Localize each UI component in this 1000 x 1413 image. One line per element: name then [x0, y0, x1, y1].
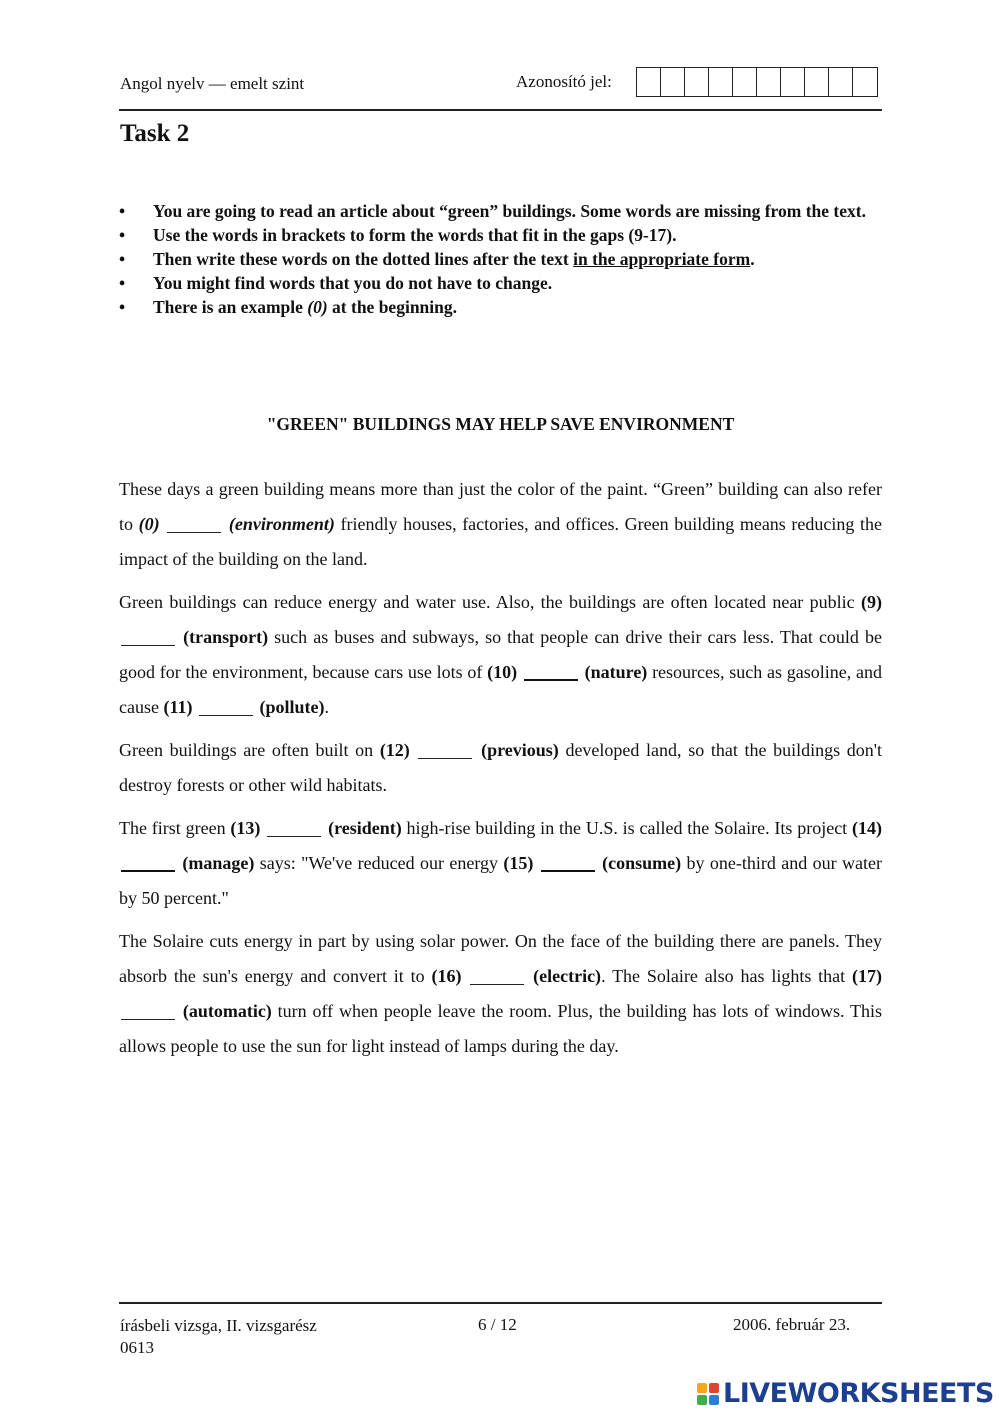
article-title: "GREEN" BUILDINGS MAY HELP SAVE ENVIRONMENT: [266, 414, 735, 434]
gap-cue: (14): [852, 818, 883, 838]
instruction-text: There is an example: [153, 297, 308, 317]
article-text: by one-third and our water by 50 percent.": [119, 853, 883, 908]
article-paragraph: [119, 733, 882, 803]
article-text: The first green: [119, 818, 231, 838]
gap-cue: (16): [431, 966, 462, 986]
gap-cue: (automatic): [182, 1001, 272, 1021]
gap-blank[interactable]: [524, 661, 578, 681]
logo-square: [709, 1383, 719, 1393]
bullet-icon: •: [119, 201, 126, 221]
exam-date: 2006. február 23.: [733, 1315, 851, 1334]
instruction-item: [119, 223, 882, 247]
article-text: such as buses and subways, so that people can drive their cars less. That could be good for the environment, because cars use lots of: [119, 627, 883, 682]
gap-blank[interactable]: [121, 627, 175, 646]
instruction-text: Use the words in brackets to form the words that fit in the gaps (9-17).: [153, 225, 677, 245]
header-exam-name: Angol nyelv — emelt szint: [120, 74, 305, 93]
id-box[interactable]: [661, 68, 685, 96]
gap-blank[interactable]: [541, 852, 595, 872]
gap-cue: (resident): [328, 818, 402, 838]
gap-cue: (12): [379, 740, 410, 760]
gap-blank[interactable]: [121, 852, 175, 872]
article-text: . The Solaire also has lights that: [601, 966, 852, 986]
id-box[interactable]: [637, 68, 661, 96]
gap-blank[interactable]: [167, 514, 221, 533]
liveworksheets-logo-text: LIVEWORKSHEETS: [723, 1378, 994, 1409]
gap-blank[interactable]: [470, 966, 524, 985]
gap-cue: (manage): [182, 853, 255, 873]
bullet-icon: •: [119, 297, 126, 317]
footer-exam-info: [120, 1315, 317, 1359]
gap-cue: (17): [852, 966, 882, 986]
liveworksheets-logo[interactable]: [697, 1378, 994, 1409]
id-box[interactable]: [805, 68, 829, 96]
liveworksheets-logo-icon: [697, 1383, 719, 1405]
instruction-item: [119, 247, 882, 271]
article-text: .: [324, 697, 329, 717]
footer-exam-part: írásbeli vizsga, II. vizsgarész: [120, 1316, 317, 1335]
article-body: [119, 472, 882, 1072]
id-box[interactable]: [757, 68, 781, 96]
gap-blank[interactable]: [267, 818, 321, 837]
gap-blank[interactable]: [199, 697, 253, 716]
gap-cue: (transport): [183, 627, 269, 647]
instruction-item: [119, 295, 882, 319]
article-text: says: "We've reduced our energy: [254, 853, 504, 873]
id-box[interactable]: [829, 68, 853, 96]
logo-square: [709, 1395, 719, 1405]
article-text: resources, such as gasoline, and cause: [119, 662, 882, 717]
article-paragraph: [119, 924, 882, 1064]
logo-square: [697, 1395, 707, 1405]
gap-cue: (consume): [602, 853, 682, 873]
article-text: developed land, so that the buildings don't destroy forests or other wild habitats.: [119, 740, 883, 795]
instruction-text: You are going to read an article about “green” buildings. Some words are missing from the text.: [153, 201, 866, 221]
id-boxes: [636, 67, 878, 97]
id-box[interactable]: [781, 68, 805, 96]
article-paragraph: [119, 585, 882, 725]
id-box[interactable]: [709, 68, 733, 96]
gap-cue: (pollute): [259, 697, 325, 717]
gap-cue: (13): [230, 818, 261, 838]
gap-cue: (0): [138, 514, 160, 534]
gap-blank[interactable]: [121, 1001, 175, 1020]
gap-cue: (11): [163, 697, 193, 717]
gap-cue: (10): [487, 662, 518, 682]
article-text: The Solaire cuts energy in part by using solar power. On the face of the building there are panels. They absorb the sun's energy and convert it to: [119, 931, 882, 986]
article-text: high-rise building in the U.S. is called the Solaire. Its project: [401, 818, 853, 838]
article-text: These days a green building means more than just the color of the paint. “Green” building can also refer to: [119, 479, 882, 534]
article-text: friendly houses, factories, and offices. Green building means reducing the impact of the building on the land.: [119, 514, 883, 569]
instruction-item: [119, 199, 882, 223]
article-paragraph: [119, 472, 882, 577]
page-number: 6 / 12: [478, 1315, 517, 1334]
gap-cue: (9): [861, 592, 882, 612]
footer-exam-code: 0613: [120, 1338, 154, 1357]
gap-blank[interactable]: [418, 740, 472, 759]
bullet-icon: •: [119, 249, 126, 269]
instruction-text: in the appropriate form: [573, 249, 751, 269]
article-text: turn off when people leave the room. Plus, the building has lots of windows. This allows people to use the sun for light instead of lamps during the day.: [119, 1001, 882, 1056]
gap-cue: (electric): [533, 966, 602, 986]
bullet-icon: •: [119, 273, 126, 293]
gap-cue: (nature): [584, 662, 648, 682]
article-paragraph: [119, 811, 882, 916]
id-box[interactable]: [853, 68, 877, 96]
gap-cue: (environment): [228, 514, 335, 534]
header-divider: [119, 109, 882, 111]
instruction-text: at the beginning.: [327, 297, 457, 317]
id-box[interactable]: [685, 68, 709, 96]
instruction-item: [119, 271, 882, 295]
instructions-list: [119, 199, 882, 319]
footer-divider: [119, 1302, 882, 1304]
instruction-text: You might find words that you do not have to change.: [153, 273, 553, 293]
gap-cue: (15): [503, 853, 534, 873]
logo-square: [697, 1383, 707, 1393]
instruction-text: .: [750, 249, 755, 269]
gap-cue: (previous): [481, 740, 559, 760]
id-label: Azonosító jel:: [516, 72, 612, 91]
instruction-text: Then write these words on the dotted lines after the text: [153, 249, 574, 269]
instruction-text: (0): [307, 297, 328, 317]
id-box[interactable]: [733, 68, 757, 96]
article-text: Green buildings are often built on: [119, 740, 380, 760]
article-text: Green buildings can reduce energy and water use. Also, the buildings are often located near public: [119, 592, 861, 612]
bullet-icon: •: [119, 225, 126, 245]
task-title: Task 2: [120, 120, 190, 147]
